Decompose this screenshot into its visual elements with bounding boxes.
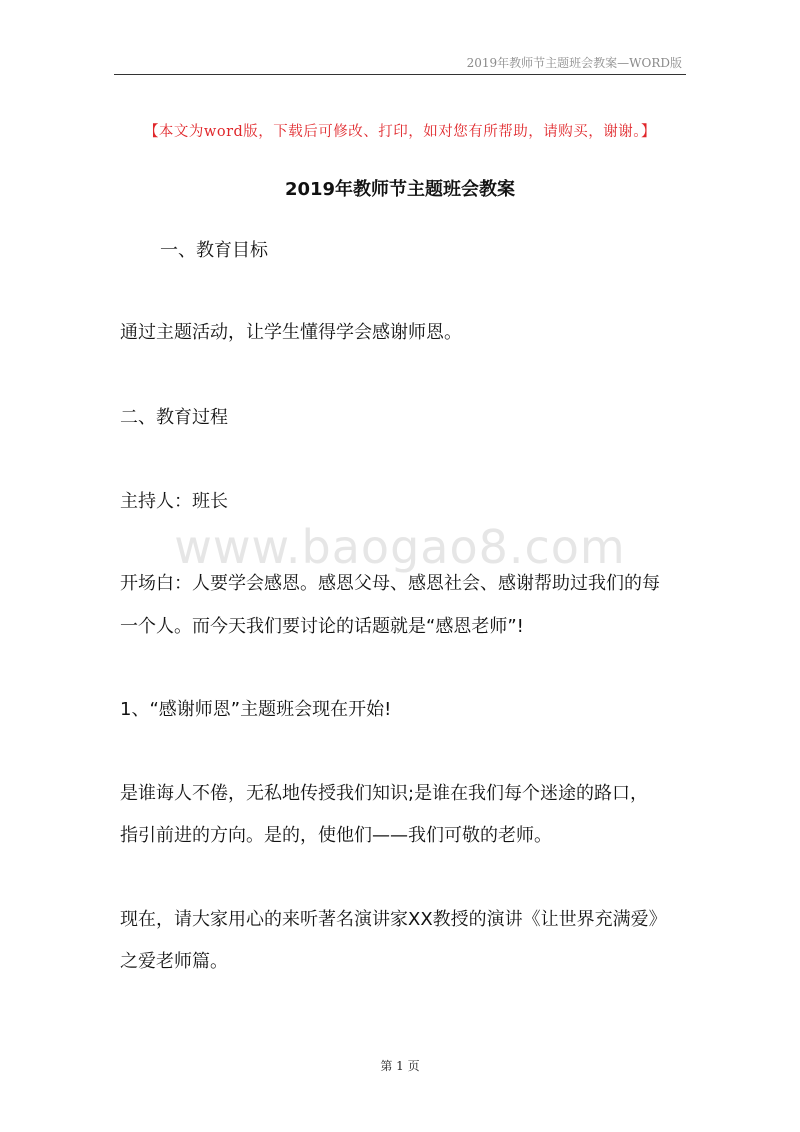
purchase-notice: 【本文为word版，下载后可修改、打印，如对您有所帮助，请购买，谢谢。】 [143,124,657,140]
opening-line-1: 开场白：人要学会感恩。感恩父母、感恩社会、感谢帮助过我们的每 [120,573,660,594]
process-heading: 二、教育过程 [120,407,228,428]
header-divider [114,74,686,75]
goal-heading: 一、教育目标 [160,240,268,261]
paragraph-2-line-1: 现在，请大家用心的来听著名演讲家XX教授的演讲《让世界充满爱》 [120,909,667,930]
opening-line-2: 一个人。而今天我们要讨论的话题就是“感恩老师”! [120,616,524,637]
watermark: www.baogao8.com [174,520,626,574]
document-title: 2019年教师节主题班会教案 [284,179,516,200]
page-number: 第 1 页 [380,1059,420,1073]
paragraph-1-line-2: 指引前进的方向。是的，使他们——我们可敬的老师。 [120,825,552,846]
host-line: 主持人：班长 [120,491,228,512]
paragraph-1-line-1: 是谁诲人不倦，无私地传授我们知识;是谁在我们每个迷途的路口， [120,783,649,804]
paragraph-2-line-2: 之爱老师篇。 [120,951,228,972]
page-header [0,0,800,80]
goal-text: 通过主题活动，让学生懂得学会感谢师恩。 [120,322,462,343]
item-1: 1、“感谢师恩”主题班会现在开始! [120,699,392,720]
header-title: 2019年教师节主题班会教案—WORD版 [466,56,682,70]
